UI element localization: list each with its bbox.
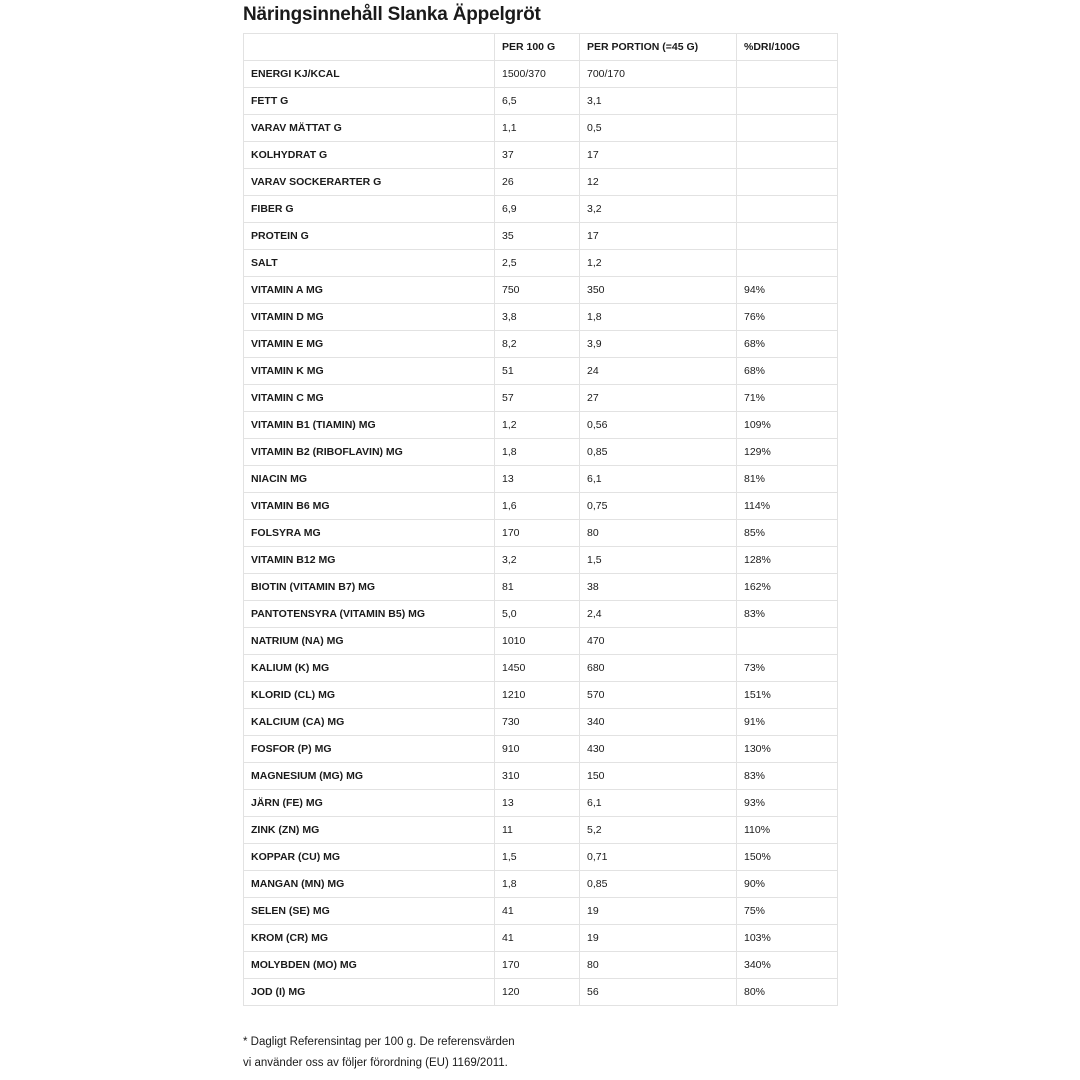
value-per-100g: 51 — [495, 358, 580, 385]
value-dri: 81% — [737, 466, 838, 493]
nutrient-name: VITAMIN B12 MG — [244, 547, 495, 574]
value-dri: 76% — [737, 304, 838, 331]
table-row — [244, 898, 838, 925]
header-dri: %DRI/100G — [737, 34, 838, 61]
value-dri — [737, 115, 838, 142]
value-dri: 109% — [737, 412, 838, 439]
value-per-100g: 750 — [495, 277, 580, 304]
value-per-100g: 170 — [495, 520, 580, 547]
value-per-portion: 80 — [580, 520, 737, 547]
value-per-100g: 1210 — [495, 682, 580, 709]
value-dri: 73% — [737, 655, 838, 682]
table-row — [244, 763, 838, 790]
nutrient-name: VARAV SOCKERARTER G — [244, 169, 495, 196]
value-dri — [737, 142, 838, 169]
table-row — [244, 88, 838, 115]
value-dri: 68% — [737, 358, 838, 385]
value-per-portion: 17 — [580, 142, 737, 169]
value-per-100g: 37 — [495, 142, 580, 169]
value-per-portion: 6,1 — [580, 790, 737, 817]
table-row — [244, 736, 838, 763]
value-dri: 80% — [737, 979, 838, 1006]
value-per-100g: 730 — [495, 709, 580, 736]
table-row — [244, 790, 838, 817]
table-row — [244, 142, 838, 169]
footnote — [243, 1032, 643, 1074]
value-dri: 130% — [737, 736, 838, 763]
value-dri — [737, 223, 838, 250]
nutrient-name: FETT G — [244, 88, 495, 115]
table-row — [244, 709, 838, 736]
value-per-100g: 26 — [495, 169, 580, 196]
value-per-100g: 6,5 — [495, 88, 580, 115]
table-header-row — [244, 34, 838, 61]
table-row — [244, 115, 838, 142]
nutrient-name: JOD (I) MG — [244, 979, 495, 1006]
value-per-portion: 0,56 — [580, 412, 737, 439]
nutrient-name: FOLSYRA MG — [244, 520, 495, 547]
value-per-100g: 13 — [495, 790, 580, 817]
nutrient-name: NATRIUM (NA) MG — [244, 628, 495, 655]
nutrient-name: SALT — [244, 250, 495, 277]
table-row — [244, 655, 838, 682]
value-per-portion: 80 — [580, 952, 737, 979]
value-per-portion: 38 — [580, 574, 737, 601]
value-per-portion: 150 — [580, 763, 737, 790]
header-per-100g: PER 100 G — [495, 34, 580, 61]
table-row — [244, 493, 838, 520]
header-per-portion: PER PORTION (=45 G) — [580, 34, 737, 61]
value-per-100g: 1,8 — [495, 871, 580, 898]
table-row — [244, 817, 838, 844]
nutrient-name: NIACIN MG — [244, 466, 495, 493]
table-row — [244, 601, 838, 628]
nutrient-name: VITAMIN D MG — [244, 304, 495, 331]
value-dri — [737, 169, 838, 196]
value-per-100g: 1,2 — [495, 412, 580, 439]
value-per-100g: 2,5 — [495, 250, 580, 277]
value-per-100g: 13 — [495, 466, 580, 493]
value-dri — [737, 250, 838, 277]
nutrient-name: VITAMIN K MG — [244, 358, 495, 385]
value-per-portion: 27 — [580, 385, 737, 412]
nutrient-name: FOSFOR (P) MG — [244, 736, 495, 763]
value-per-portion: 0,85 — [580, 439, 737, 466]
nutrition-table-body — [244, 61, 838, 1006]
value-per-100g: 310 — [495, 763, 580, 790]
value-per-portion: 3,2 — [580, 196, 737, 223]
value-per-100g: 11 — [495, 817, 580, 844]
value-per-portion: 0,71 — [580, 844, 737, 871]
table-row — [244, 628, 838, 655]
value-per-portion: 12 — [580, 169, 737, 196]
value-per-portion: 1,2 — [580, 250, 737, 277]
value-per-portion: 19 — [580, 898, 737, 925]
value-dri: 85% — [737, 520, 838, 547]
table-row — [244, 358, 838, 385]
value-dri: 340% — [737, 952, 838, 979]
table-row — [244, 547, 838, 574]
nutrient-name: PANTOTENSYRA (VITAMIN B5) MG — [244, 601, 495, 628]
footnote-line-2: vi använder oss av följer förordning (EU) 1169/2011. — [243, 1057, 508, 1069]
value-dri: 128% — [737, 547, 838, 574]
page-title: Näringsinnehåll Slanka Äppelgröt — [243, 4, 541, 25]
nutrient-name: VITAMIN A MG — [244, 277, 495, 304]
nutrient-name: VITAMIN B1 (TIAMIN) MG — [244, 412, 495, 439]
table-row — [244, 61, 838, 88]
table-row — [244, 277, 838, 304]
value-per-100g: 1,5 — [495, 844, 580, 871]
value-per-100g: 81 — [495, 574, 580, 601]
nutrition-table — [243, 33, 838, 1006]
nutrient-name: PROTEIN G — [244, 223, 495, 250]
value-dri — [737, 88, 838, 115]
value-per-portion: 1,5 — [580, 547, 737, 574]
value-per-100g: 910 — [495, 736, 580, 763]
table-row — [244, 871, 838, 898]
value-per-100g: 1450 — [495, 655, 580, 682]
table-row — [244, 304, 838, 331]
value-per-portion: 2,4 — [580, 601, 737, 628]
table-row — [244, 844, 838, 871]
nutrient-name: VITAMIN B6 MG — [244, 493, 495, 520]
value-per-100g: 6,9 — [495, 196, 580, 223]
nutrient-name: KLORID (CL) MG — [244, 682, 495, 709]
value-per-portion: 3,1 — [580, 88, 737, 115]
table-row — [244, 331, 838, 358]
value-per-100g: 1,1 — [495, 115, 580, 142]
table-row — [244, 952, 838, 979]
value-dri: 150% — [737, 844, 838, 871]
nutrient-name: MAGNESIUM (MG) MG — [244, 763, 495, 790]
value-dri — [737, 196, 838, 223]
value-per-100g: 57 — [495, 385, 580, 412]
table-row — [244, 223, 838, 250]
value-per-100g: 1010 — [495, 628, 580, 655]
value-dri: 83% — [737, 763, 838, 790]
nutrient-name: KALIUM (K) MG — [244, 655, 495, 682]
value-per-100g: 120 — [495, 979, 580, 1006]
nutrient-name: KOPPAR (CU) MG — [244, 844, 495, 871]
value-per-portion: 24 — [580, 358, 737, 385]
value-dri: 151% — [737, 682, 838, 709]
value-dri: 114% — [737, 493, 838, 520]
value-dri — [737, 628, 838, 655]
table-row — [244, 574, 838, 601]
nutrient-name: ZINK (ZN) MG — [244, 817, 495, 844]
value-per-portion: 700/170 — [580, 61, 737, 88]
nutrient-name: VITAMIN B2 (RIBOFLAVIN) MG — [244, 439, 495, 466]
table-row — [244, 439, 838, 466]
table-row — [244, 925, 838, 952]
table-row — [244, 412, 838, 439]
nutrient-name: JÄRN (FE) MG — [244, 790, 495, 817]
footnote-line-1: * Dagligt Referensintag per 100 g. De referensvärden — [243, 1036, 515, 1048]
value-per-portion: 56 — [580, 979, 737, 1006]
value-per-100g: 3,2 — [495, 547, 580, 574]
table-row — [244, 979, 838, 1006]
nutrient-name: ENERGI KJ/KCAL — [244, 61, 495, 88]
value-dri — [737, 61, 838, 88]
value-per-100g: 8,2 — [495, 331, 580, 358]
value-per-portion: 3,9 — [580, 331, 737, 358]
value-per-portion: 680 — [580, 655, 737, 682]
value-per-100g: 170 — [495, 952, 580, 979]
value-per-portion: 19 — [580, 925, 737, 952]
value-per-portion: 1,8 — [580, 304, 737, 331]
nutrient-name: SELEN (SE) MG — [244, 898, 495, 925]
value-per-100g: 41 — [495, 925, 580, 952]
value-dri: 90% — [737, 871, 838, 898]
nutrient-name: VITAMIN E MG — [244, 331, 495, 358]
value-dri: 93% — [737, 790, 838, 817]
value-dri: 83% — [737, 601, 838, 628]
value-per-portion: 350 — [580, 277, 737, 304]
nutrient-name: BIOTIN (VITAMIN B7) MG — [244, 574, 495, 601]
value-dri: 75% — [737, 898, 838, 925]
value-per-100g: 5,0 — [495, 601, 580, 628]
value-per-portion: 470 — [580, 628, 737, 655]
value-per-portion: 430 — [580, 736, 737, 763]
nutrient-name: FIBER G — [244, 196, 495, 223]
value-dri: 110% — [737, 817, 838, 844]
nutrient-name: MOLYBDEN (MO) MG — [244, 952, 495, 979]
value-per-portion: 6,1 — [580, 466, 737, 493]
value-per-portion: 0,85 — [580, 871, 737, 898]
table-row — [244, 466, 838, 493]
table-row — [244, 682, 838, 709]
nutrient-name: VARAV MÄTTAT G — [244, 115, 495, 142]
value-dri: 68% — [737, 331, 838, 358]
value-per-portion: 5,2 — [580, 817, 737, 844]
value-dri: 103% — [737, 925, 838, 952]
value-dri: 94% — [737, 277, 838, 304]
value-per-100g: 35 — [495, 223, 580, 250]
nutrient-name: KALCIUM (CA) MG — [244, 709, 495, 736]
table-row — [244, 250, 838, 277]
nutrient-name: KOLHYDRAT G — [244, 142, 495, 169]
table-row — [244, 520, 838, 547]
value-per-portion: 0,5 — [580, 115, 737, 142]
nutrient-name: KROM (CR) MG — [244, 925, 495, 952]
value-per-100g: 1500/370 — [495, 61, 580, 88]
value-dri: 129% — [737, 439, 838, 466]
value-dri: 71% — [737, 385, 838, 412]
nutrient-name: VITAMIN C MG — [244, 385, 495, 412]
nutrient-name: MANGAN (MN) MG — [244, 871, 495, 898]
value-per-portion: 570 — [580, 682, 737, 709]
table-row — [244, 169, 838, 196]
value-per-100g: 1,6 — [495, 493, 580, 520]
table-row — [244, 196, 838, 223]
header-nutrient — [244, 34, 495, 61]
value-per-100g: 3,8 — [495, 304, 580, 331]
value-per-100g: 41 — [495, 898, 580, 925]
table-row — [244, 385, 838, 412]
value-dri: 162% — [737, 574, 838, 601]
value-per-portion: 340 — [580, 709, 737, 736]
value-per-portion: 0,75 — [580, 493, 737, 520]
value-dri: 91% — [737, 709, 838, 736]
value-per-100g: 1,8 — [495, 439, 580, 466]
value-per-portion: 17 — [580, 223, 737, 250]
